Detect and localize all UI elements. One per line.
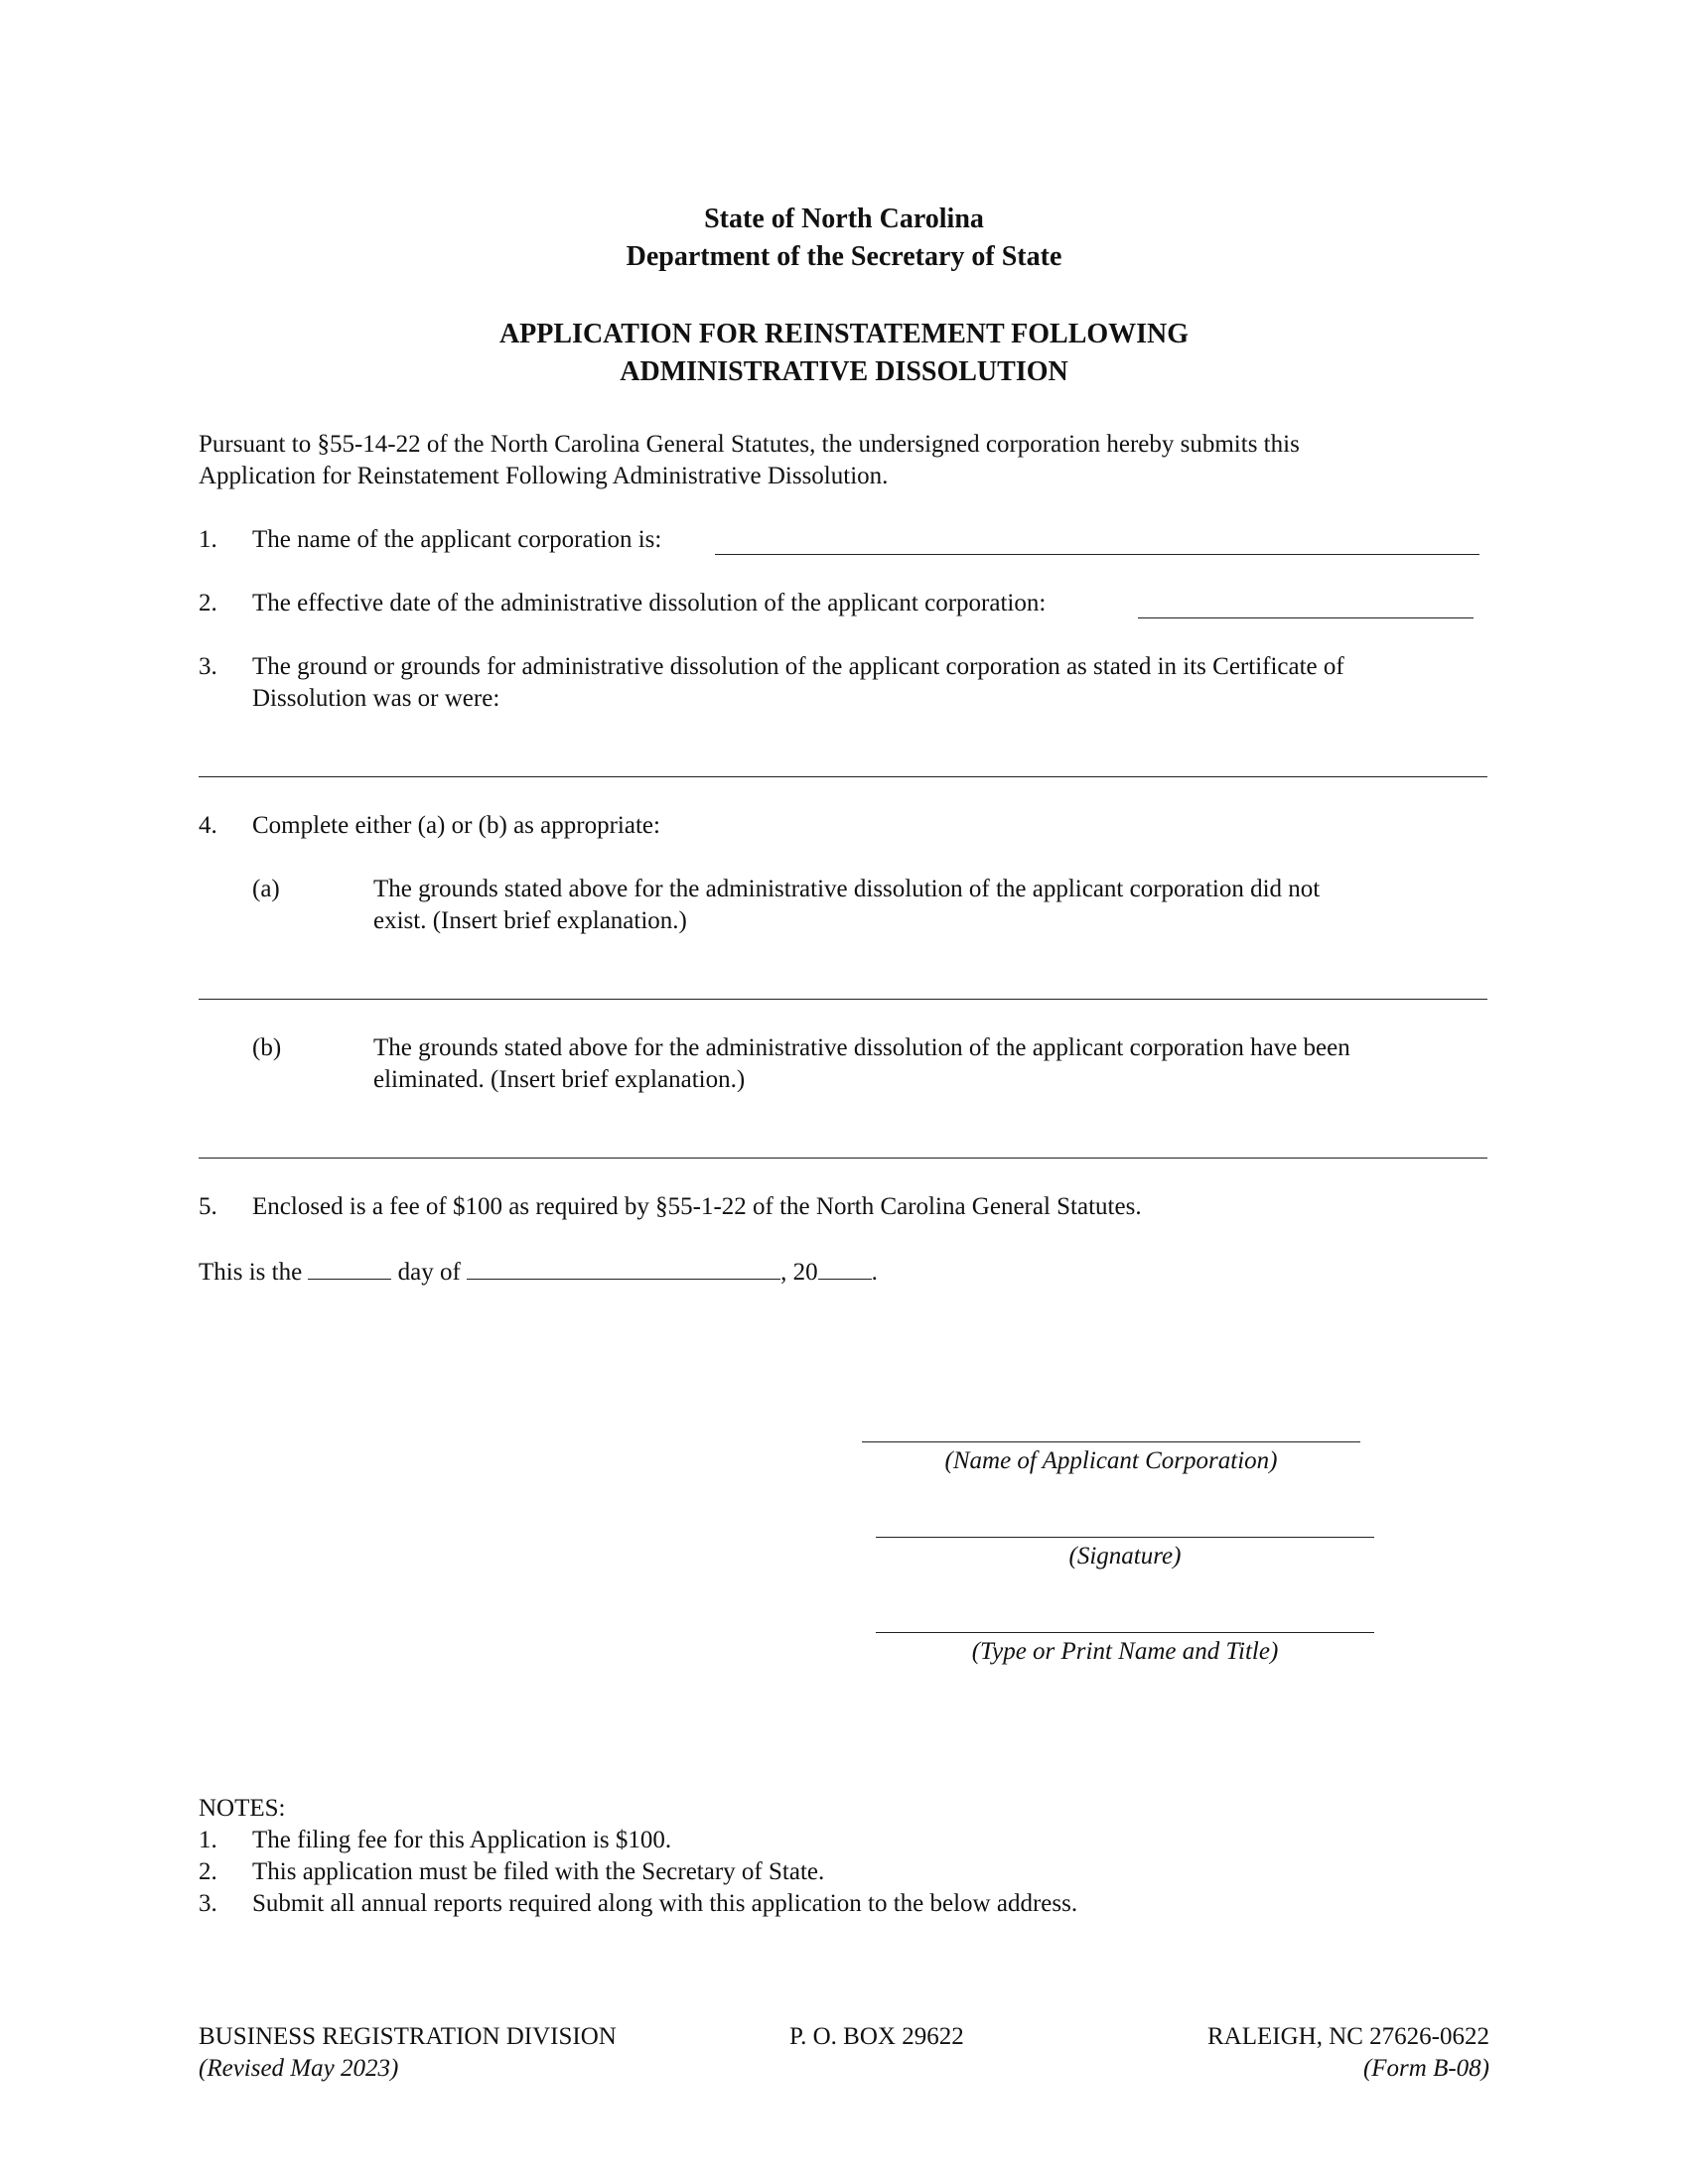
print-name-line[interactable] xyxy=(876,1632,1374,1633)
date-line xyxy=(199,1255,878,1289)
item4b-line2: eliminated. (Insert brief explanation.) xyxy=(373,1066,746,1093)
note2-number: 2. xyxy=(199,1858,217,1885)
header-state: State of North Carolina xyxy=(704,204,984,234)
option-b-explanation-field[interactable] xyxy=(199,1158,1487,1159)
notes-heading: NOTES: xyxy=(199,1795,286,1822)
intro-line2: Application for Reinstatement Following Administrative Dissolution. xyxy=(199,463,889,489)
signature-line[interactable] xyxy=(876,1537,1374,1538)
date-prefix: This is the xyxy=(199,1259,303,1286)
note2-text: This application must be filed with the Secretary of State. xyxy=(252,1858,825,1885)
footer-address: RALEIGH, NC 27626-0622 xyxy=(1206,2023,1489,2050)
name-caption: (Name of Applicant Corporation) xyxy=(944,1447,1278,1474)
item2-number: 2. xyxy=(199,590,217,616)
footer-po-box: P. O. BOX 29622 xyxy=(789,2023,964,2050)
corporation-name-field[interactable] xyxy=(715,554,1479,555)
item4a-line2: exist. (Insert brief explanation.) xyxy=(373,907,687,934)
item3-line2: Dissolution was or were: xyxy=(252,685,500,712)
note3-text: Submit all annual reports required along with this application to the below address. xyxy=(252,1890,1078,1917)
item5-number: 5. xyxy=(199,1193,217,1220)
footer-form-number: (Form B-08) xyxy=(1362,2055,1489,2082)
corporation-name-signature-line[interactable] xyxy=(862,1441,1360,1442)
dissolution-grounds-field[interactable] xyxy=(199,776,1487,777)
item3-line1: The ground or grounds for administrative dissolution of the applicant corporation as stated in its Certificate of xyxy=(252,653,1344,680)
header-department: Department of the Secretary of State xyxy=(626,241,1062,272)
day-field[interactable] xyxy=(308,1255,391,1280)
date-end: . xyxy=(871,1259,878,1286)
footer-revised: (Revised May 2023) xyxy=(199,2055,399,2082)
date-day-of: day of xyxy=(397,1259,461,1286)
signature-caption: (Signature) xyxy=(1068,1543,1182,1570)
item1-number: 1. xyxy=(199,526,217,553)
item5-text: Enclosed is a fee of $100 as required by §55-1-22 of the North Carolina General Statutes. xyxy=(252,1193,1142,1220)
form-title-line1: APPLICATION FOR REINSTATEMENT FOLLOWING xyxy=(498,319,1190,349)
option-a-explanation-field[interactable] xyxy=(199,999,1487,1000)
year-field[interactable] xyxy=(818,1255,872,1280)
item4b-label: (b) xyxy=(252,1034,282,1061)
footer-division: BUSINESS REGISTRATION DIVISION xyxy=(199,2023,617,2050)
item1-text: The name of the applicant corporation is: xyxy=(252,526,662,553)
dissolution-date-field[interactable] xyxy=(1138,617,1474,618)
date-year-prefix: , 20 xyxy=(780,1259,818,1286)
intro-line1: Pursuant to §55-14-22 of the North Carolina General Statutes, the undersigned corporation hereby submits this xyxy=(199,431,1300,458)
item4-text: Complete either (a) or (b) as appropriate: xyxy=(252,812,660,839)
note1-number: 1. xyxy=(199,1827,217,1853)
item3-number: 3. xyxy=(199,653,217,680)
print-caption: (Type or Print Name and Title) xyxy=(971,1638,1279,1665)
month-field[interactable] xyxy=(467,1255,780,1280)
note3-number: 3. xyxy=(199,1890,217,1917)
item4-number: 4. xyxy=(199,812,217,839)
item4a-label: (a) xyxy=(252,876,280,902)
item4a-line1: The grounds stated above for the administrative dissolution of the applicant corporation did not xyxy=(373,876,1321,902)
form-title-line2: ADMINISTRATIVE DISSOLUTION xyxy=(620,356,1068,387)
item4b-line1: The grounds stated above for the administrative dissolution of the applicant corporation have been xyxy=(373,1034,1350,1061)
item2-text: The effective date of the administrative dissolution of the applicant corporation: xyxy=(252,590,1047,616)
note1-text: The filing fee for this Application is $100. xyxy=(252,1827,672,1853)
